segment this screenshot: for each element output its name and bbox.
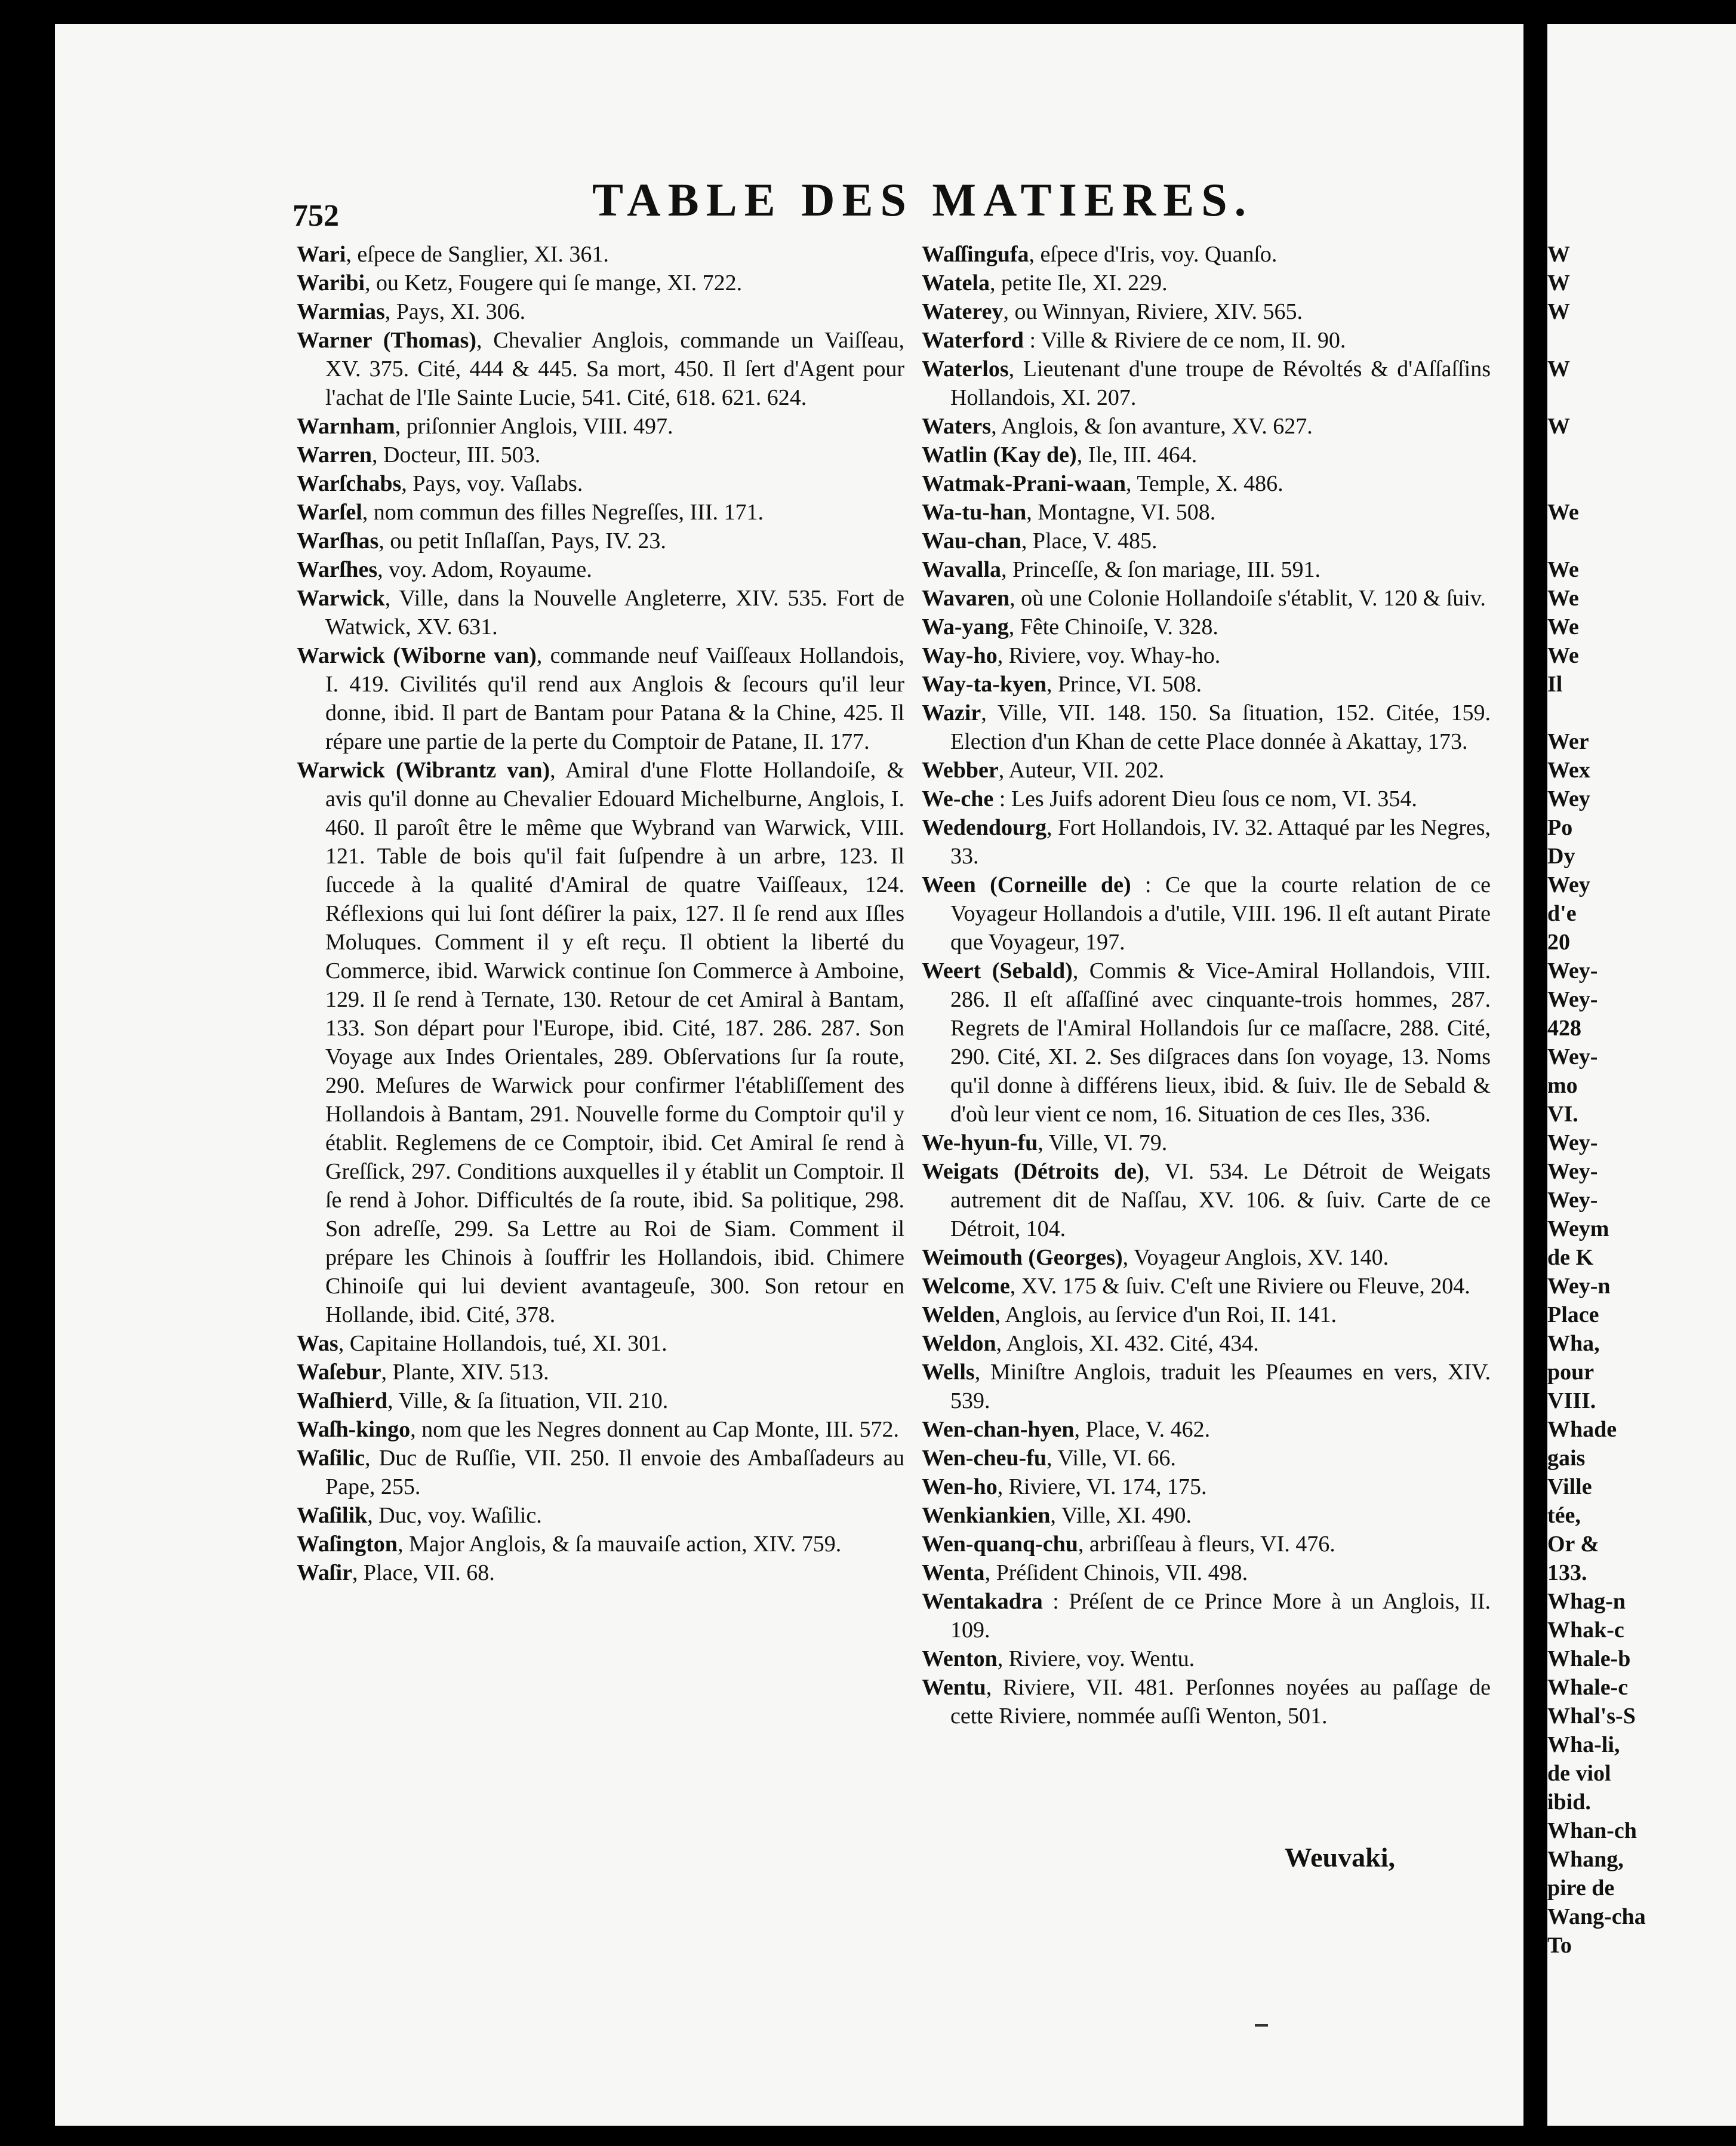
index-entry — [297, 469, 904, 498]
index-term: Wari — [297, 242, 346, 267]
next-page-fragment: 133. — [1547, 1560, 1587, 1585]
index-text: , Place, V. 485. — [1021, 528, 1158, 554]
next-page-fragment: Whale-c — [1547, 1675, 1629, 1700]
index-term: Wenkiankien — [922, 1503, 1051, 1528]
index-text: , nom que les Negres donnent au Cap Monte, III. 572. — [410, 1417, 900, 1442]
index-text: , VI. 534. Le Détroit de Weigats autrement dit de Naſſau, XV. 106. & ſuiv. Carte de ce Détroit, 104. — [950, 1159, 1491, 1241]
next-page-fragment — [1547, 326, 1646, 355]
index-entry — [297, 240, 904, 269]
index-text: , Riviere, voy. Wentu. — [997, 1646, 1195, 1671]
next-page-fragment: VIII. — [1547, 1388, 1596, 1413]
index-entry — [922, 498, 1491, 527]
next-page-fragment: Wey- — [1547, 987, 1598, 1012]
next-page-fragment: W — [1547, 356, 1570, 382]
index-text: , Ville, dans la Nouvelle Angleterre, XIV. 535. Fort de Watwick, XV. 631. — [325, 586, 904, 640]
index-entry — [297, 269, 904, 297]
index-term: Waſington — [297, 1532, 398, 1557]
index-text: , Ville, VI. 66. — [1046, 1446, 1176, 1471]
index-term: Warner (Thomas) — [297, 328, 476, 353]
index-term: We-hyun-fu — [922, 1130, 1038, 1155]
index-text: , Ile, III. 464. — [1076, 442, 1198, 468]
index-entry — [297, 527, 904, 555]
index-term: Waterford — [922, 328, 1024, 353]
next-page-fragment: W — [1547, 270, 1570, 296]
next-page-fragment: Whade — [1547, 1417, 1617, 1442]
index-entry — [297, 498, 904, 527]
index-text: , nom commun des filles Negreſſes, III. 171. — [362, 500, 764, 525]
next-page-fragment: tée, — [1547, 1503, 1581, 1528]
index-entry — [922, 670, 1491, 699]
book-page — [55, 24, 1523, 2126]
next-page-fragment: Dy — [1547, 844, 1575, 869]
next-page-fragment: Place — [1547, 1302, 1599, 1327]
index-term: Wavalla — [922, 557, 1002, 582]
index-entry — [922, 613, 1491, 641]
index-term: Wa-yang — [922, 614, 1009, 640]
index-term: Warſhes — [297, 557, 378, 582]
index-term: Wentu — [922, 1675, 986, 1700]
next-page-fragment — [1547, 699, 1646, 727]
index-text: , Place, V. 462. — [1074, 1417, 1211, 1442]
index-text: , Amiral d'une Flotte Hollandoiſe, & avis qu'il donne au Chevalier Edouard Michelburne, Anglois, I. 460. Il paroît être le même que Wybrand van Warwick, VIII. 121. Table de bois qu'il fait ſuſpendre à un arbre, 123. Il ſuccede à la qualité d'Amiral de quatre Vaiſſeaux, 124. Réflexions qui lui ſont déſirer la paix, 127. Il ſe rend aux Iſles Moluques. Comment il y eſt reçu. Il obtient la liberté du Commerce, ibid. Warwick continue ſon Commerce à Amboine, 129. Il ſe rend à Ternate, 130. Retour de cet Amiral à Bantam, 133. Son départ pour l'Europe, ibid. Cité, 187. 286. 287. Son Voyage aux Indes Orientales, 289. Obſervations ſur ſa route, 290. Meſures de Warwick pour confirmer l'établiſſement des Hollandois à Bantam, 291. Nouvelle forme du Comptoir qu'il y établit. Reglemens de ce Comptoir, ibid. Cet Amiral ſe rend à Greſſick, 297. Conditions auxquelles il y établit un Comptoir. Il ſe rend à Johor. Difficultés de ſa route, ibid. Sa politique, 298. Son adreſſe, 299. Sa Lettre au Roi de Siam. Comment il prépare les Chinois à ſouffrir les Hollandois, ibid. Chimere Chinoiſe qui lui devient avantageuſe, 300. Son retour en Hollande, ibid. Cité, 378. — [325, 758, 904, 1327]
book-gutter — [1523, 0, 1547, 2146]
next-page-fragment: Wha-li, — [1547, 1732, 1620, 1757]
index-text: , ou Ketz, Fougere qui ſe mange, XI. 722. — [365, 270, 743, 296]
index-text: , eſpece de Sanglier, XI. 361. — [346, 242, 609, 267]
index-entry — [297, 1415, 904, 1444]
index-text: , Anglois, XI. 432. Cité, 434. — [996, 1331, 1259, 1356]
index-text: , Prince, VI. 508. — [1046, 672, 1202, 697]
index-term: Warnham — [297, 414, 395, 439]
next-page-fragment: Whang, — [1547, 1847, 1624, 1872]
index-text: , Ville, VII. 148. 150. Sa ſituation, 152. Citée, 159. Election d'un Khan de cette Place donnée à Akattay, 173. — [950, 700, 1491, 754]
index-entry — [922, 1157, 1491, 1243]
index-term: Warſchabs — [297, 471, 402, 496]
index-text: , eſpece d'Iris, voy. Quanſo. — [1029, 242, 1278, 267]
index-column-left — [297, 240, 904, 1587]
index-entry — [297, 641, 904, 756]
index-term: Wentakadra — [922, 1589, 1043, 1614]
next-page-fragment — [1547, 469, 1646, 498]
index-term: Warſel — [297, 500, 362, 525]
index-term: Warwick (Wiborne van) — [297, 643, 537, 668]
index-text: , Duc, voy. Waſilic. — [367, 1503, 542, 1528]
next-page-fragment: Whal's-S — [1547, 1704, 1636, 1729]
index-entry — [297, 555, 904, 584]
index-entry — [922, 1673, 1491, 1730]
next-page-fragment: Wey- — [1547, 1130, 1598, 1155]
index-text: , où une Colonie Hollandoiſe s'établit, V. 120 & ſuiv. — [1009, 586, 1486, 611]
index-term: Waſh-kingo — [297, 1417, 411, 1442]
index-text: , Ville, VI. 79. — [1038, 1130, 1168, 1155]
next-page-fragment: Weym — [1547, 1216, 1609, 1241]
next-page-fragment: We — [1547, 643, 1579, 668]
next-page-fragment: 20 — [1547, 930, 1570, 955]
next-page-fragment: de viol — [1547, 1761, 1611, 1786]
index-term: Weldon — [922, 1331, 996, 1356]
page-number: 752 — [293, 199, 339, 233]
next-page-fragment: W — [1547, 242, 1570, 267]
index-entry — [297, 297, 904, 326]
index-text: , Docteur, III. 503. — [371, 442, 541, 468]
index-term: Webber — [922, 758, 999, 783]
index-entry — [922, 441, 1491, 469]
index-term: Was — [297, 1331, 338, 1356]
index-entry — [297, 1530, 904, 1558]
next-page-fragment: pire de — [1547, 1876, 1615, 1901]
next-page-fragment: Po — [1547, 815, 1573, 840]
index-term: Warmias — [297, 299, 385, 324]
index-term: Weigats (Détroits de) — [922, 1159, 1144, 1184]
index-entry — [297, 1358, 904, 1386]
next-page-fragment — [1547, 527, 1646, 555]
index-term: Waſſingufa — [922, 242, 1029, 267]
index-entry — [922, 269, 1491, 297]
index-entry — [297, 441, 904, 469]
next-page-fragment: Wex — [1547, 758, 1590, 783]
index-entry — [922, 1444, 1491, 1472]
index-text: , Lieutenant d'une troupe de Révoltés & d'Aſſaſſins Hollandois, XI. 207. — [950, 356, 1491, 410]
index-text: , Anglois, & ſon avanture, XV. 627. — [991, 414, 1313, 439]
index-term: Warwick (Wibrantz van) — [297, 758, 550, 783]
index-term: Weert (Sebald) — [922, 958, 1073, 983]
next-page-fragment: We — [1547, 586, 1579, 611]
next-page-fragment: Whag-n — [1547, 1589, 1626, 1614]
index-term: Waſhierd — [297, 1388, 388, 1413]
next-page-fragment: 428 — [1547, 1016, 1581, 1041]
index-term: Waterey — [922, 299, 1004, 324]
index-term: Warſhas — [297, 528, 379, 554]
index-entry — [922, 1501, 1491, 1530]
next-page-fragment: Wey- — [1547, 1188, 1598, 1213]
index-entry — [297, 1329, 904, 1358]
index-term: Watela — [922, 270, 990, 296]
index-text: , Ville, & ſa ſituation, VII. 210. — [387, 1388, 669, 1413]
index-entry — [922, 1329, 1491, 1358]
next-page-fragment: Or & — [1547, 1532, 1599, 1557]
index-term: Waſebur — [297, 1360, 381, 1385]
index-text: , arbriſſeau à fleurs, VI. 476. — [1078, 1532, 1335, 1557]
index-term: Ween (Corneille de) — [922, 872, 1131, 897]
index-text: , ou Winnyan, Riviere, XIV. 565. — [1003, 299, 1303, 324]
index-text: , Riviere, VI. 174, 175. — [997, 1474, 1207, 1499]
index-text: , Montagne, VI. 508. — [1026, 500, 1216, 525]
index-entry — [922, 785, 1491, 813]
next-page-fragment: Wey-n — [1547, 1274, 1611, 1299]
index-text: , Place, VII. 68. — [352, 1560, 495, 1585]
index-term: Waribi — [297, 270, 365, 296]
index-term: Watmak-Prani-waan — [922, 471, 1126, 496]
index-text: , Major Anglois, & ſa mauvaiſe action, XIV. 759. — [397, 1532, 842, 1557]
index-entry — [922, 1644, 1491, 1673]
index-entry — [297, 326, 904, 412]
index-entry — [922, 326, 1491, 355]
index-entry — [922, 1530, 1491, 1558]
index-entry — [922, 813, 1491, 871]
index-entry — [922, 1472, 1491, 1501]
next-page-fragment: gais — [1547, 1446, 1586, 1471]
index-text: , voy. Adom, Royaume. — [377, 557, 592, 582]
index-term: Watlin (Kay de) — [922, 442, 1077, 468]
index-entry — [297, 756, 904, 1329]
catchword: Weuvaki, — [1284, 1842, 1395, 1873]
index-entry — [922, 297, 1491, 326]
page-title: TABLE DES MATIERES. — [592, 174, 1254, 226]
print-mark — [1255, 2024, 1268, 2027]
index-term: Wedendourg — [922, 815, 1047, 840]
next-page-fragment: Wey- — [1547, 1159, 1598, 1184]
index-entry — [922, 240, 1491, 269]
next-page-fragment: We — [1547, 614, 1579, 640]
index-entry — [922, 699, 1491, 756]
index-entry — [922, 1129, 1491, 1157]
next-page-fragment: W — [1547, 414, 1570, 439]
index-term: Wen-chan-hyen — [922, 1417, 1075, 1442]
index-text: : Préſent de ce Prince More à un Anglois, II. 109. — [950, 1589, 1491, 1643]
index-text: , ou petit Inſlaſſan, Pays, IV. 23. — [378, 528, 666, 554]
index-term: We-che — [922, 786, 994, 811]
next-page-fragment: Il — [1547, 672, 1563, 697]
index-term: Weimouth (Georges) — [922, 1245, 1123, 1270]
next-page-fragment: ibid. — [1547, 1790, 1591, 1815]
next-page-fragment: Wey- — [1547, 1044, 1598, 1069]
index-text: , Duc de Ruſſie, VII. 250. Il envoie des Ambaſſadeurs au Pape, 255. — [325, 1446, 904, 1499]
index-text: : Ville & Riviere de ce nom, II. 90. — [1023, 328, 1346, 353]
index-entry — [922, 555, 1491, 584]
next-page-fragment: W — [1547, 299, 1570, 324]
index-entry — [922, 355, 1491, 412]
index-text: , Plante, XIV. 513. — [381, 1360, 549, 1385]
index-text: , Fort Hollandois, IV. 32. Attaqué par les Negres, 33. — [950, 815, 1491, 869]
index-entry — [297, 1444, 904, 1501]
index-text: , Anglois, au ſervice d'un Roi, II. 141. — [995, 1302, 1337, 1327]
index-term: Waterlos — [922, 356, 1009, 382]
index-term: Waſilic — [297, 1446, 365, 1471]
next-page-fragment: Wey — [1547, 872, 1590, 897]
next-page-fragment: To — [1547, 1933, 1572, 1958]
next-page-fragment: Wey- — [1547, 958, 1598, 983]
index-term: Wen-ho — [922, 1474, 998, 1499]
next-page-fragment: We — [1547, 500, 1579, 525]
next-page-edge — [1547, 24, 1736, 2126]
index-text: , Riviere, voy. Whay-ho. — [997, 643, 1221, 668]
next-page-fragment: VI. — [1547, 1102, 1578, 1127]
next-page-fragment: Whan-ch — [1547, 1818, 1637, 1843]
index-text: : Les Juifs adorent Dieu ſous ce nom, VI. 354. — [993, 786, 1417, 811]
next-page-fragment: Whale-b — [1547, 1646, 1631, 1671]
index-term: Wa-tu-han — [922, 500, 1027, 525]
next-page-fragment: mo — [1547, 1073, 1578, 1098]
index-text: , Pays, voy. Vaſlabs. — [401, 471, 583, 496]
index-text: : Ce que la courte relation de ce Voyageur Hollandois a d'utile, VIII. 196. Il eſt autant Pirate que Voyageur, 197. — [950, 872, 1491, 955]
index-term: Way-ta-kyen — [922, 672, 1046, 697]
index-term: Waſilik — [297, 1503, 368, 1528]
index-entry — [922, 412, 1491, 441]
index-text: , Fête Chinoiſe, V. 328. — [1008, 614, 1218, 640]
index-text: , Ville, XI. 490. — [1050, 1503, 1192, 1528]
index-term: Wavaren — [922, 586, 1010, 611]
index-text: , Chevalier Anglois, commande un Vaiſſeau, XV. 375. Cité, 444 & 445. Sa mort, 450. Il ſert d'Agent pour l'achat de l'Ile Sainte Lucie, 541. Cité, 618. 621. 624. — [325, 328, 904, 410]
next-page-fragment: Wer — [1547, 729, 1589, 754]
next-page-fragment — [1547, 383, 1646, 412]
index-entry — [922, 1415, 1491, 1444]
index-entry — [922, 1358, 1491, 1415]
index-text: , commande neuf Vaiſſeaux Hollandois, I. 419. Civilités qu'il rend aux Anglois & ſecours qu'il leur donne, ibid. Il part de Bantam pour Patana & la Chine, 425. Il répare une partie de la perte du Comptoir de Patane, II. 177. — [325, 643, 904, 754]
index-text: , XV. 175 & ſuiv. C'eſt une Riviere ou Fleuve, 204. — [1009, 1274, 1470, 1299]
next-page-fragment: de K — [1547, 1245, 1594, 1270]
index-term: Waſir — [297, 1560, 352, 1585]
next-page-fragment: d'e — [1547, 901, 1577, 926]
index-term: Warren — [297, 442, 372, 468]
index-entry — [297, 1386, 904, 1415]
index-text: , Auteur, VII. 202. — [998, 758, 1165, 783]
index-entry — [297, 1558, 904, 1587]
index-entry — [922, 1587, 1491, 1644]
index-term: Wenta — [922, 1560, 985, 1585]
next-page-fragment: Wey — [1547, 786, 1590, 811]
index-text: , Temple, X. 486. — [1126, 471, 1283, 496]
index-entry — [922, 1300, 1491, 1329]
next-page-fragment: Whak-c — [1547, 1618, 1624, 1643]
index-text: , Riviere, VII. 481. Perſonnes noyées au paſſage de cette Riviere, nommée auſſi Wenton, 501. — [950, 1675, 1491, 1729]
index-text: , Voyageur Anglois, XV. 140. — [1122, 1245, 1389, 1270]
index-entry — [297, 412, 904, 441]
next-page-fragments — [1547, 240, 1646, 1960]
index-text: , Préſident Chinois, VII. 498. — [984, 1560, 1248, 1585]
index-entry — [297, 584, 904, 641]
index-term: Warwick — [297, 586, 385, 611]
index-term: Welcome — [922, 1274, 1010, 1299]
next-page-fragment: Ville — [1547, 1474, 1592, 1499]
index-term: Wells — [922, 1360, 975, 1385]
next-page-fragment: pour — [1547, 1360, 1595, 1385]
index-entry — [922, 641, 1491, 670]
next-page-fragment — [1547, 441, 1646, 469]
index-entry — [922, 1558, 1491, 1587]
index-text: , priſonnier Anglois, VIII. 497. — [395, 414, 673, 439]
index-term: Wen-quanq-chu — [922, 1532, 1078, 1557]
index-entry — [922, 1272, 1491, 1300]
index-text: , Commis & Vice-Amiral Hollandois, VIII. 286. Il eſt aſſaſſiné avec cinquante-trois hommes, 287. Regrets de l'Amiral Hollandois ſur ce maſſacre, 288. Cité, 290. Cité, XI. 2. Ses diſgraces dans ſon voyage, 13. Noms qu'il donne à différens lieux, ibid. & ſuiv. Ile de Sebald & d'où leur vient ce nom, 16. Situation de ces Iles, 336. — [950, 958, 1491, 1127]
index-text: , Miniſtre Anglois, traduit les Pſeaumes en vers, XIV. 539. — [950, 1360, 1491, 1413]
index-text: , Pays, XI. 306. — [384, 299, 526, 324]
index-term: Wenton — [922, 1646, 998, 1671]
index-term: Waters — [922, 414, 992, 439]
index-entry — [922, 957, 1491, 1129]
index-term: Wazir — [922, 700, 981, 725]
index-entry — [922, 871, 1491, 957]
index-entry — [922, 1243, 1491, 1272]
index-entry — [922, 756, 1491, 785]
index-entry — [922, 469, 1491, 498]
index-term: Wau-chan — [922, 528, 1021, 554]
index-entry — [297, 1501, 904, 1530]
index-text: , Princeſſe, & ſon mariage, III. 591. — [1001, 557, 1321, 582]
index-text: , petite Ile, XI. 229. — [989, 270, 1168, 296]
index-column-right — [922, 240, 1491, 1730]
next-page-fragment: Wang-cha — [1547, 1904, 1646, 1929]
index-term: Welden — [922, 1302, 995, 1327]
next-page-fragment: Wha, — [1547, 1331, 1600, 1356]
index-entry — [922, 527, 1491, 555]
next-page-fragment: We — [1547, 557, 1579, 582]
index-term: Way-ho — [922, 643, 998, 668]
index-text: , Capitaine Hollandois, tué, XI. 301. — [338, 1331, 667, 1356]
index-entry — [922, 584, 1491, 613]
index-term: Wen-cheu-fu — [922, 1446, 1046, 1471]
